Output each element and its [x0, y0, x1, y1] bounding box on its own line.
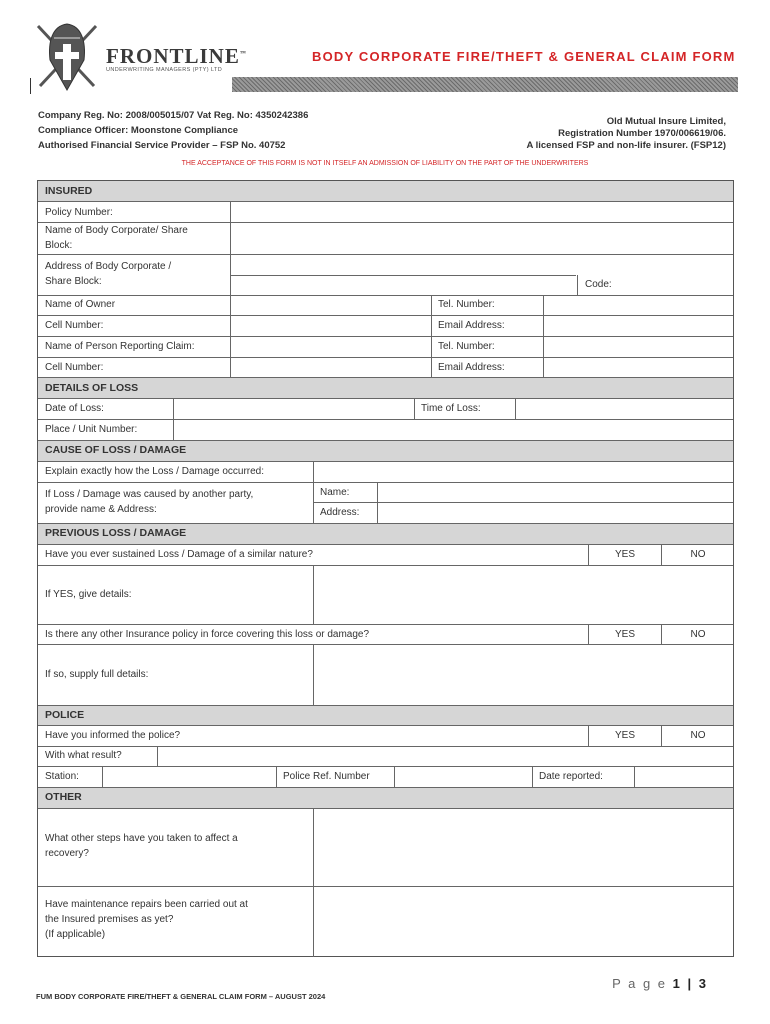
place-label: Place / Unit Number:	[45, 424, 138, 435]
section-heading: POLICE	[45, 709, 85, 721]
owner-name-label: Name of Owner	[45, 299, 116, 310]
address-field-2[interactable]	[231, 275, 576, 296]
repairs-label: Have maintenance repairs been carried out at the Insured premises as yet? (If applicable)	[45, 899, 248, 940]
repairs-field[interactable]	[314, 887, 734, 957]
result-label: With what result?	[45, 750, 122, 761]
fsp-number: Authorised Financial Service Provider – FSP No. 40752	[38, 140, 286, 151]
email-label: Email Address:	[438, 320, 505, 331]
no-option[interactable]: NO	[690, 730, 706, 741]
police-informed-question: Have you informed the police?	[45, 730, 181, 741]
similar-loss-question: Have you ever sustained Loss / Damage of a similar nature?	[45, 549, 313, 560]
section-details-of-loss	[38, 378, 733, 398]
police-ref-label: Police Ref. Number	[283, 771, 370, 782]
address-label: Address of Body Corporate / Share Block:	[45, 261, 172, 287]
insurer-line-1: Old Mutual Insure Limited,	[606, 116, 726, 127]
recovery-steps-field[interactable]	[314, 809, 734, 886]
body-corp-name-field[interactable]	[231, 223, 734, 254]
name-label: Name:	[320, 487, 350, 498]
section-heading: PREVIOUS LOSS / DAMAGE	[45, 527, 187, 539]
policy-number-label: Policy Number:	[45, 207, 113, 218]
page-number: P a g e 1 | 3	[612, 976, 708, 991]
company-reg: Company Reg. No: 2008/005015/07 Vat Reg. No: 4350242386	[38, 110, 309, 121]
explain-label: Explain exactly how the Loss / Damage occurred:	[45, 466, 264, 477]
no-option[interactable]: NO	[690, 629, 706, 640]
insurer-line-3: A licensed FSP and non-life insurer. (FSP12)	[526, 140, 726, 151]
address-field-1[interactable]	[231, 255, 734, 274]
insurer-line-2: Registration Number 1970/006619/06.	[558, 128, 726, 139]
divider	[30, 78, 31, 94]
section-heading: CAUSE OF LOSS / DAMAGE	[45, 444, 187, 456]
yes-option[interactable]: YES	[614, 629, 635, 640]
section-other	[38, 788, 733, 808]
disclaimer: THE ACCEPTANCE OF THIS FORM IS NOT IN ITSELF AN ADMISSION OF LIABILITY ON THE PART OF THE UNDERWRITERS	[181, 160, 589, 167]
section-police	[38, 706, 733, 725]
reporter-name-label: Name of Person Reporting Claim:	[45, 341, 195, 352]
form-reference: FUM BODY CORPORATE FIRE/THEFT & GENERAL CLAIM FORM – AUGUST 2024	[36, 992, 326, 1001]
no-option[interactable]: NO	[690, 549, 706, 560]
other-insurance-question: Is there any other Insurance policy in force covering this loss or damage?	[45, 629, 370, 640]
full-details-label: If so, supply full details:	[45, 669, 149, 680]
company-info	[38, 108, 308, 153]
title-hatch-bar	[232, 77, 738, 92]
frontline-logo	[34, 20, 100, 92]
insurance-details-field[interactable]	[314, 645, 734, 705]
knight-helmet-icon	[34, 20, 100, 92]
brand-name: FRONTLINE™	[106, 44, 247, 68]
compliance-officer: Compliance Officer: Moonstone Compliance	[38, 125, 239, 136]
yes-option[interactable]: YES	[614, 730, 635, 741]
section-heading: DETAILS OF LOSS	[45, 382, 139, 394]
brand-subtitle: UNDERWRITING MANAGERS (PTY) LTD	[106, 67, 223, 73]
form-title: BODY CORPORATE FIRE/THEFT & GENERAL CLAIM FORM	[312, 49, 736, 64]
insurer-info	[526, 116, 726, 152]
date-reported-label: Date reported:	[539, 771, 603, 782]
body-corp-name-label: Name of Body Corporate/ Share Block:	[45, 225, 188, 251]
station-label: Station:	[45, 771, 79, 782]
recovery-steps-label: What other steps have you taken to affect a recovery?	[45, 833, 238, 859]
if-yes-details-label: If YES, give details:	[45, 589, 132, 600]
policy-number-field[interactable]	[231, 202, 734, 222]
tel-number-label: Tel. Number:	[438, 299, 495, 310]
date-of-loss-label: Date of Loss:	[45, 403, 104, 414]
tel-number-label-2: Tel. Number:	[438, 341, 495, 352]
claim-form	[37, 180, 734, 957]
time-of-loss-label: Time of Loss:	[421, 403, 481, 414]
email-label-2: Email Address:	[438, 362, 505, 373]
cell-number-label-2: Cell Number:	[45, 362, 104, 373]
yes-option[interactable]: YES	[614, 549, 635, 560]
cell-number-label: Cell Number:	[45, 320, 104, 331]
section-heading: OTHER	[45, 791, 82, 803]
section-insured	[38, 181, 733, 201]
other-party-label: If Loss / Damage was caused by another party, provide name & Address:	[45, 489, 254, 515]
code-label: Code:	[585, 279, 612, 290]
previous-details-field[interactable]	[314, 566, 734, 624]
section-heading: INSURED	[45, 185, 93, 197]
address-label: Address:	[320, 507, 360, 518]
